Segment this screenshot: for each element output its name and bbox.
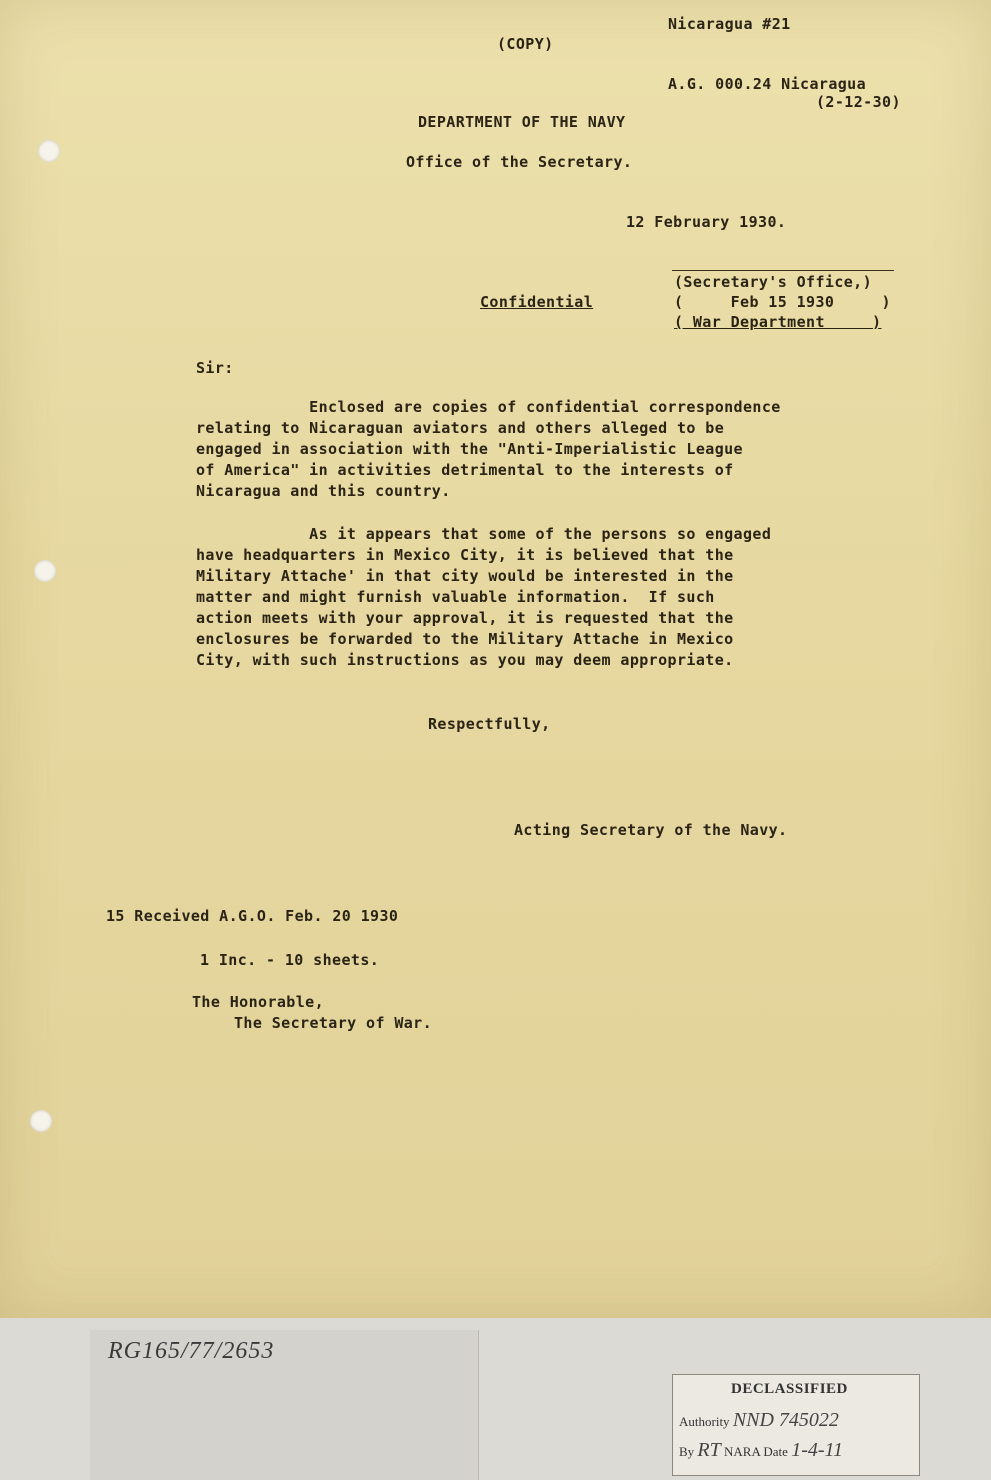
paragraph-line: Enclosed are copies of confidential correspondence: [196, 398, 781, 416]
closing: Respectfully,: [428, 715, 551, 733]
by-line: [679, 1439, 843, 1462]
addressee-line-1: The Honorable,: [192, 993, 325, 1011]
paragraph-line: enclosures be forwarded to the Military Attache in Mexico: [196, 630, 734, 648]
paragraph-1: [196, 397, 856, 502]
punch-hole-middle: [34, 560, 56, 582]
received-note: 15 Received A.G.O. Feb. 20 1930: [106, 907, 399, 925]
classification-label: Confidential: [480, 293, 594, 311]
authority-line: [679, 1409, 839, 1432]
paragraph-line: of America" in activities detrimental to the interests of: [196, 461, 734, 479]
paragraph-line: Nicaragua and this country.: [196, 482, 451, 500]
file-label: Nicaragua #21: [668, 15, 791, 33]
paragraph-line: Military Attache' in that city would be interested in the: [196, 567, 734, 585]
paragraph-line: relating to Nicaraguan aviators and others alleged to be: [196, 419, 725, 437]
received-stamp-line3: ( War Department ): [674, 313, 882, 331]
paragraph-line: City, with such instructions as you may deem appropriate.: [196, 651, 734, 669]
received-stamp-line1: (Secretary's Office,): [674, 273, 873, 291]
paragraph-2: [196, 524, 856, 671]
declassified-stamp: [672, 1374, 920, 1476]
paragraph-line: As it appears that some of the persons so engaged: [196, 525, 772, 543]
department-heading: DEPARTMENT OF THE NAVY: [418, 113, 626, 131]
punch-hole-top: [38, 140, 60, 162]
by-label: By: [679, 1444, 695, 1459]
ag-date: (2-12-30): [816, 93, 901, 111]
enclosure-note: 1 Inc. - 10 sheets.: [200, 951, 380, 969]
paragraph-line: matter and might furnish valuable information. If such: [196, 588, 715, 606]
archive-reference: RG165/77/2653: [108, 1338, 275, 1364]
salutation: Sir:: [196, 359, 234, 377]
ag-reference: A.G. 000.24 Nicaragua: [668, 75, 867, 93]
paragraph-line: have headquarters in Mexico City, it is believed that the: [196, 546, 734, 564]
punch-hole-bottom: [30, 1110, 52, 1132]
paragraph-line: engaged in association with the "Anti-Imperialistic League: [196, 440, 743, 458]
nara-date-value: 1-4-11: [791, 1439, 844, 1461]
authority-value: NND 745022: [732, 1409, 839, 1431]
nara-date-label: NARA Date: [724, 1444, 788, 1459]
office-heading: Office of the Secretary.: [406, 153, 633, 171]
signature-title: Acting Secretary of the Navy.: [514, 821, 788, 839]
by-value: RT: [697, 1439, 721, 1461]
authority-label: Authority: [679, 1414, 730, 1429]
received-stamp-line2: ( Feb 15 1930 ): [674, 293, 891, 311]
copy-mark: (COPY): [497, 35, 554, 53]
paragraph-line: action meets with your approval, it is requested that the: [196, 609, 734, 627]
declassified-heading: DECLASSIFIED: [731, 1381, 848, 1397]
addressee-line-2: The Secretary of War.: [234, 1014, 433, 1032]
letter-date: 12 February 1930.: [626, 213, 787, 231]
